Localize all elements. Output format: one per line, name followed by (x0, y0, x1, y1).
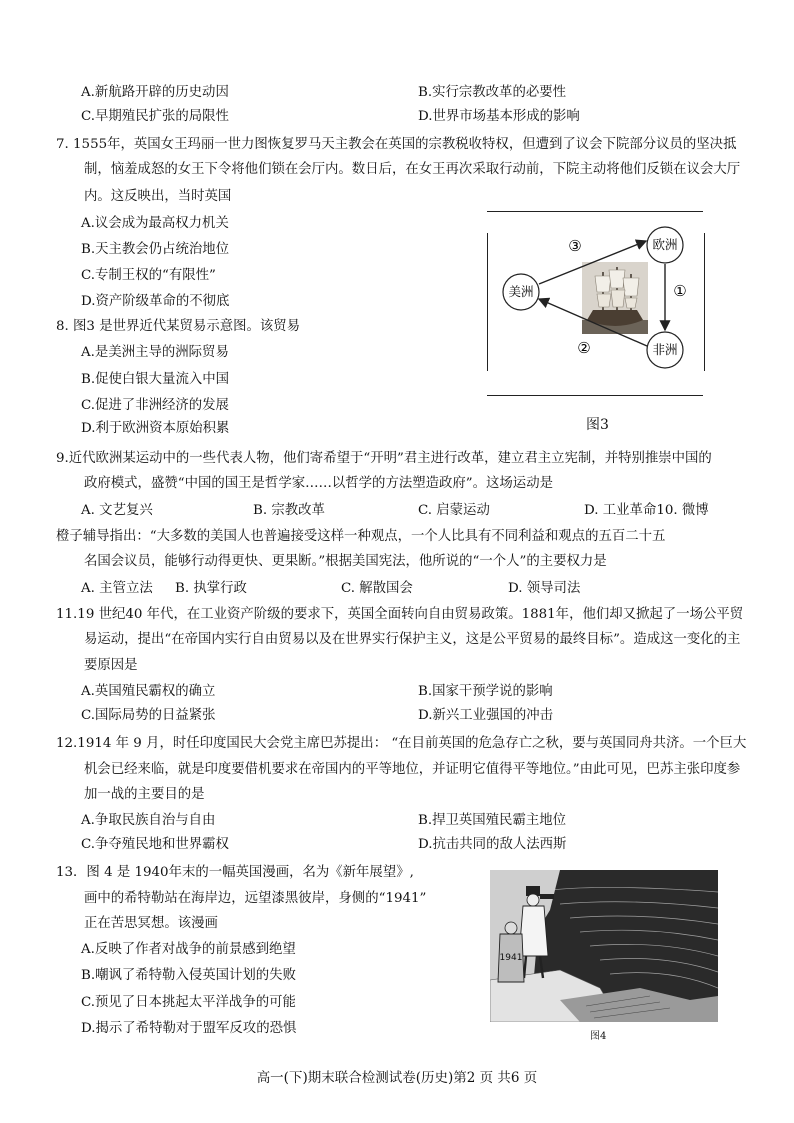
q12-stem-line3: 加一战的主要目的是 (84, 787, 205, 802)
europe-label: 欧洲 (652, 237, 678, 252)
q8-stem: 8. 图3 是世界近代某贸易示意图。该贸易 (56, 319, 301, 334)
q7-stem-line3: 内。这反映出，当时英国 (84, 189, 232, 204)
route1-label: ① (673, 282, 687, 300)
q11-option-c: C.国际局势的日益紧张 (81, 708, 216, 723)
q7-stem-line1: 7. 1555年，英国女王玛丽一世力图恢复罗马天主教会在英国的宗教税收特权，但遭到了议会下院部分议员的坚决抵 (56, 137, 737, 152)
q10-stem-line1: 橙子辅导指出：“大多数的美国人也普遍接受这样一种观点，一个人比具有不同利益和观点的五百二十五 (56, 529, 666, 544)
figure3-diagram (487, 212, 703, 395)
q10-option-d: D. 领导司法 (508, 581, 581, 596)
q11-stem-line1: 11.19 世纪40 年代，在工业资产阶级的要求下，英国全面转向自由贸易政策。1881年，他们却又掀起了一场公平贸 (56, 607, 744, 622)
q10-option-b: B. 执掌行政 (175, 581, 247, 596)
q10-stem-line2: 名国会议员，能够行动得更快、更果断。”根据美国宪法，他所说的“一个人”的主要权力是 (84, 554, 607, 569)
q12-option-d: D.抗击共同的敌人法西斯 (418, 837, 567, 852)
route2-label: ② (577, 339, 591, 357)
q11-stem-line3: 要原因是 (84, 658, 138, 673)
figure3-bottom-rule (487, 395, 703, 396)
q12-stem-line1: 12.1914 年 9 月，时任印度国民大会党主席巴苏提出： “在目前英国的危急存亡之秋，要与英国同舟共济。一个巨大 (56, 736, 747, 751)
q7-option-a: A.议会成为最高权力机关 (81, 216, 229, 231)
q9-option-b: B. 宗教改革 (253, 503, 325, 518)
q13-stem-line3: 正在苦思冥想。该漫画 (84, 916, 218, 931)
q7-option-d: D.资产阶级革命的不彻底 (81, 294, 230, 309)
q6-option-d: D.世界市场基本形成的影响 (418, 109, 580, 124)
label-1941: 1941 (499, 953, 523, 963)
q10-option-c: C. 解散国会 (341, 581, 413, 596)
figure4-cartoon (490, 870, 718, 1022)
africa-label: 非洲 (652, 342, 678, 357)
q9-option-a: A. 文艺复兴 (81, 503, 153, 518)
q6-option-a: A.新航路开辟的历史动因 (81, 85, 229, 100)
q13-stem-line1: 13．图 4 是 1940年末的一幅英国漫画，名为《新年展望》, (56, 865, 414, 880)
q13-option-a: A.反映了作者对战争的前景感到绝望 (81, 942, 296, 957)
q12-option-b: B.捍卫英国殖民霸主地位 (418, 813, 567, 828)
q8-option-d: D.利于欧洲资本原始积累 (81, 421, 230, 436)
q9-stem-line2: 政府模式，盛赞“中国的国王是哲学家……以哲学的方法塑造政府”。这场运动是 (84, 476, 553, 491)
q12-option-c: C.争夺殖民地和世界霸权 (81, 837, 229, 852)
ship-illustration (582, 262, 648, 334)
q10-option-a: A. 主管立法 (81, 581, 153, 596)
q9-stem-line1: 9.近代欧洲某运动中的一些代表人物，他们寄希望于“开明”君主进行改革，建立君主立宪制，并特别推崇中国的 (56, 451, 712, 466)
q13-stem-line2: 画中的希特勒站在海岸边，远望漆黑彼岸，身侧的“1941” (84, 891, 427, 906)
q8-option-c: C.促进了非洲经济的发展 (81, 398, 229, 413)
america-label: 美洲 (508, 284, 534, 299)
q11-option-b: B.国家干预学说的影响 (418, 684, 553, 699)
q13-option-c: C.预见了日本挑起太平洋战争的可能 (81, 995, 296, 1010)
q8-option-a: A.是美洲主导的洲际贸易 (81, 345, 229, 360)
q12-option-a: A.争取民族自治与自由 (81, 813, 216, 828)
page-footer: 高一(下)期末联合检测试卷(历史)第2 页 共6 页 (256, 1070, 538, 1086)
q7-stem-line2: 制，恼羞成怒的女王下令将他们锁在会厅内。数日后，在女王再次采取行动前，下院主动将他们反锁在议会大厅 (84, 162, 741, 177)
q9-option-d: D. 工业革命10. 微博 (584, 503, 709, 518)
route3-label: ③ (568, 237, 582, 255)
q11-option-d: D.新兴工业强国的冲击 (418, 708, 554, 723)
figure3-caption: 图3 (586, 417, 609, 433)
q13-option-b: B.嘲讽了希特勒入侵英国计划的失败 (81, 968, 296, 983)
q11-stem-line2: 易运动，提出“在帝国内实行自由贸易以及在世界实行保护主义，这是公平贸易的最终目标”。造成这一变化的主 (84, 632, 741, 647)
q7-option-b: B.天主教会仍占统治地位 (81, 242, 230, 257)
q13-option-d: D.揭示了希特勒对于盟军反攻的恐惧 (81, 1021, 297, 1036)
q11-option-a: A.英国殖民霸权的确立 (81, 684, 216, 699)
q9-option-c: C. 启蒙运动 (418, 503, 490, 518)
figure4-caption: 图4 (590, 1031, 607, 1042)
q8-option-b: B.促使白银大量流入中国 (81, 372, 230, 387)
q12-stem-line2: 机会已经来临，就是印度要借机要求在帝国内的平等地位，并证明它值得平等地位。”由此可见，巴苏主张印度参 (84, 762, 741, 777)
q7-option-c: C.专制王权的“有限性” (81, 268, 216, 283)
q6-option-b: B.实行宗教改革的必要性 (418, 85, 567, 100)
q6-option-c: C.早期殖民扩张的局限性 (81, 109, 229, 124)
